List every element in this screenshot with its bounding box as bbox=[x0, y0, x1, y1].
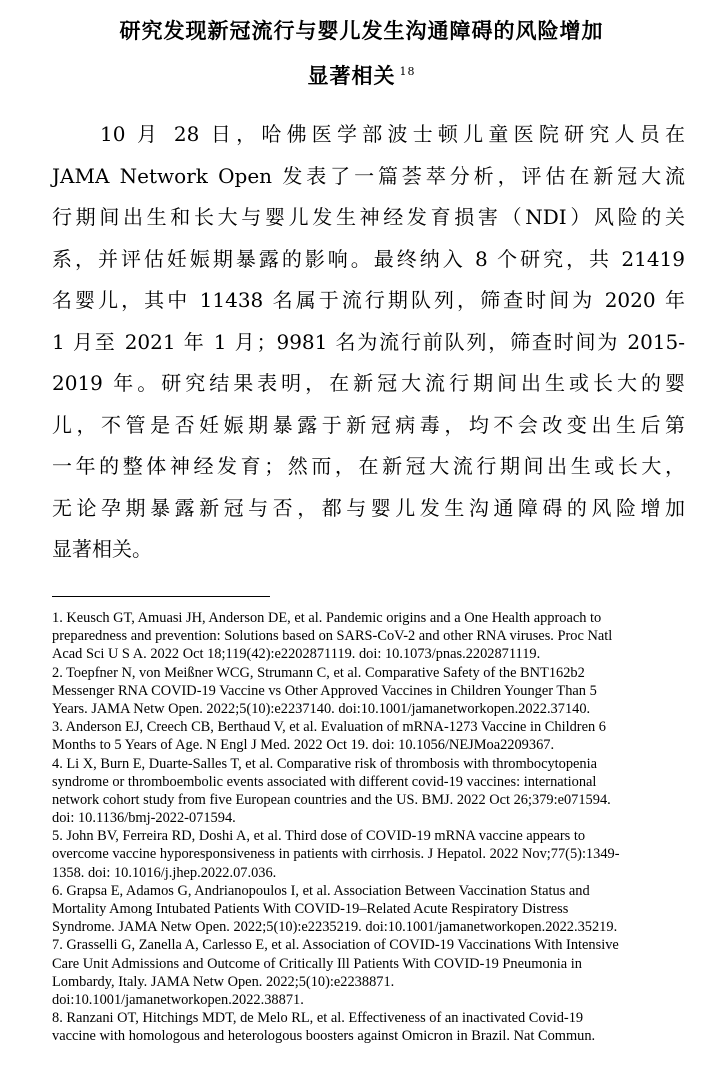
reference-line: 1. Keusch GT, Amuasi JH, Anderson DE, et al. Pandemic origins and a One Health approach to bbox=[52, 610, 602, 626]
footnote-divider bbox=[52, 596, 270, 597]
paragraph-line: 10 月 28 日，哈佛医学部波士顿儿童医院研究人员在 bbox=[100, 122, 685, 146]
reference-item bbox=[52, 609, 692, 664]
reference-line: Months to 5 Years of Age. N Engl J Med. 2022 Oct 19. doi: 10.1056/NEJMoa2209367. bbox=[52, 737, 555, 754]
reference-line: preparedness and prevention: Solutions based on SARS-CoV-2 and other RNA viruses. Proc Natl bbox=[52, 628, 613, 645]
reference-line: Messenger RNA COVID-19 Vaccine vs Other Approved Vaccines in Children Younger Than 5 bbox=[52, 682, 597, 699]
reference-item bbox=[52, 664, 692, 719]
reference-line: 7. Grasselli G, Zanella A, Carlesso E, et al. Association of COVID-19 Vaccinations With Intensive bbox=[52, 937, 619, 954]
reference-line: Acad Sci U S A. 2022 Oct 18;119(42):e2202871119. doi: 10.1073/pnas.2202871119. bbox=[52, 646, 541, 663]
paragraph-line: 1 月至 2021 年 1 月；9981 名为流行前队列，筛查时间为 2015- bbox=[52, 329, 685, 354]
reference-line: doi:10.1001/jamanetworkopen.2022.38871. bbox=[52, 991, 304, 1008]
reference-item bbox=[52, 718, 692, 754]
reference-list bbox=[52, 609, 692, 1046]
paragraph-line: 无论孕期暴露新冠与否，都与婴儿发生沟通障碍的风险增加 bbox=[52, 495, 685, 520]
reference-line: doi: 10.1136/bmj-2022-071594. bbox=[52, 810, 236, 827]
reference-line: 1358. doi: 10.1016/j.jhep.2022.07.036. bbox=[52, 864, 277, 881]
reference-line: network cohort study from five European countries and the US. BMJ. 2022 Oct 26;379:e071594. bbox=[52, 791, 611, 808]
paragraph-line: JAMA Network Open 发表了一篇荟萃分析，评估在新冠大流 bbox=[52, 163, 685, 188]
paragraph-line: 2019 年。研究结果表明，在新冠大流行期间出生或长大的婴 bbox=[52, 371, 685, 395]
reference-line: 4. Li X, Burn E, Duarte-Salles T, et al. Comparative risk of thrombosis with thrombocytopenia bbox=[52, 755, 598, 772]
reference-line: 6. Grapsa E, Adamos G, Andrianopoulos I, et al. Association Between Vaccination Status and bbox=[52, 882, 590, 899]
title-line-1: 研究发现新冠流行与婴儿发生沟通障碍的风险增加 bbox=[119, 18, 604, 43]
reference-line: 5. John BV, Ferreira RD, Doshi A, et al. Third dose of COVID-19 mRNA vaccine appears to bbox=[52, 828, 586, 845]
reference-item bbox=[52, 882, 692, 937]
paragraph-line: 系，并评估妊娠期暴露的影响。最终纳入 8 个研究，共 21419 bbox=[52, 246, 685, 271]
reference-line: Care Unit Admissions and Outcome of Critically Ill Patients With COVID-19 Pneumonia in bbox=[52, 955, 582, 972]
reference-line: vaccine with homologous and heterologous boosters against Omicron in Brazil. Nat Commun. bbox=[52, 1028, 596, 1045]
reference-line: Syndrome. JAMA Netw Open. 2022;5(10):e2235219. doi:10.1001/jamanetworkopen.2022.35219. bbox=[52, 919, 618, 936]
reference-item bbox=[52, 936, 692, 1009]
reference-line: 8. Ranzani OT, Hitchings MDT, de Melo RL, et al. Effectiveness of an inactivated Covid-19 bbox=[52, 1010, 584, 1027]
reference-item bbox=[52, 1009, 692, 1045]
paragraph-line: 显著相关。 bbox=[52, 537, 152, 561]
reference-item bbox=[52, 755, 692, 828]
paragraph-line: 一年的整体神经发育；然而，在新冠大流行期间出生或长大， bbox=[52, 454, 685, 478]
paragraph-line: 儿，不管是否妊娠期暴露于新冠病毒，均不会改变出生后第 bbox=[52, 412, 685, 437]
reference-line: 2. Toepfner N, von Meißner WCG, Strumann C, et al. Comparative Safety of the BNT162b2 bbox=[52, 664, 585, 681]
reference-item bbox=[52, 827, 692, 882]
reference-line: Mortality Among Intubated Patients With COVID-19–Related Acute Respiratory Distress bbox=[52, 901, 569, 917]
reference-line: overcome vaccine hyporesponsiveness in patients with cirrhosis. J Hepatol. 2022 Nov;77(5):1349- bbox=[52, 846, 620, 863]
paragraph-line: 行期间出生和长大与婴儿发生神经发育损害（NDI）风险的关 bbox=[52, 205, 685, 229]
reference-line: 3. Anderson EJ, Creech CB, Berthaud V, et al. Evaluation of mRNA-1273 Vaccine in Children 6 bbox=[52, 719, 606, 736]
body-paragraph bbox=[52, 114, 685, 571]
title-line-2 bbox=[0, 51, 723, 96]
page-title bbox=[0, 10, 723, 96]
paragraph-line: 名婴儿，其中 11438 名属于流行期队列，筛查时间为 2020 年 bbox=[52, 288, 685, 312]
footnote-marker[interactable]: 18 bbox=[399, 65, 416, 78]
title-line-2-text: 显著相关 bbox=[307, 63, 396, 88]
reference-line: syndrome or thromboembolic events associated with different covid-19 vaccines: international bbox=[52, 773, 597, 790]
reference-line: Lombardy, Italy. JAMA Netw Open. 2022;5(10):e2238871. bbox=[52, 973, 395, 990]
reference-line: Years. JAMA Netw Open. 2022;5(10):e2237140. doi:10.1001/jamanetworkopen.2022.37140. bbox=[52, 700, 591, 717]
